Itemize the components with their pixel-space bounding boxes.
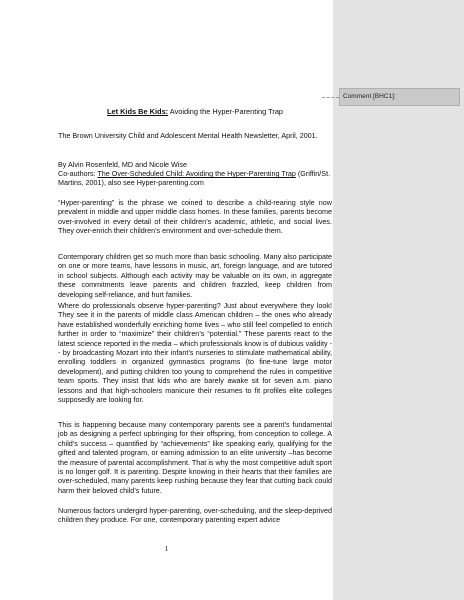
page-number: 1: [164, 544, 169, 553]
paragraph-1: “Hyper-parenting” is the phrase we coined to describe a child-rearing style now prevalent in middle and upper middle class homes. In these families, parents become over-involved in every detail of their children’s academic, athletic, and social lives. They over-enrich their children’s environment and over-schedule them.: [58, 198, 332, 236]
paragraph-2: Contemporary children get so much more than basic schooling. Many also participate on one or more teams, have lessons in music, art, foreign language, and are tutored in school subjects. Although each activity may be valuable on its own, in aggregate these commitments leave parents and children frazzled, keep children from developing self-reliance, and hurt families.: [58, 252, 332, 299]
title-bold: Let Kids Be Kids:: [106, 107, 169, 116]
coauthors-line: [58, 169, 332, 188]
paragraph-3: Where do professionals observe hyper-parenting? Just about everywhere they look! They see it in the parents of middle class American children – the ones who already have established wonderfully enriching home lives – who still feel compelled to enrich further in order to “maximize” their children’s “potential.” These parents react to the latest science reported in the media – which professionals know is of dubious validity -- by broadcasting Mozart into their infant’s nurseries to stimulate mathematical ability, enrolling toddlers in organized gymnastics programs (to fine-tune large motor development), and putting children too young to comprehend the rules in competitive team sports. They insist that kids who are barely awake sit for seven a.m. piano lessons and that high-schoolers manicure their resumes to fit profiles elite colleges supposedly are looking for.: [58, 301, 332, 405]
source-line: The Brown University Child and Adolescent Mental Health Newsletter, April, 2001.: [58, 131, 318, 140]
comment-label: Comment [BHC1]:: [343, 93, 396, 100]
coauthors-book-title: The Over-Scheduled Child: Avoiding the Hyper-Parenting Trap: [97, 169, 296, 178]
coauthors-prefix: Co-authors:: [58, 169, 98, 178]
comment-connector-line: [322, 97, 339, 98]
paragraph-5: Numerous factors undergird hyper-parenting, over-scheduling, and the sleep-deprived children they produce. For one, contemporary parenting expert advice: [58, 506, 332, 525]
coauthors-suffix: (Griffin/St. Martins, 2001), also see Hyper-parenting.com: [58, 169, 331, 188]
paragraph-4: This is happening because many contemporary parents see a parent’s fundamental job as designing a perfect upbringing for their offspring, from conception to college. A child’s success – quantified by “achievements” like speaking early, qualifying for the gifted and talented program, or earning admission to an elite university –has become the measure of parental accomplishment. That is why the most competitive adult sport is no longer golf. It is parenting. Despite knowing in their hearts that their families are over-scheduled, many parents keep rushing because they fear that cutting back could harm their beloved child’s future.: [58, 420, 332, 495]
document-title: [58, 107, 332, 116]
byline: By Alvin Rosenfeld, MD and Nicole Wise: [58, 160, 188, 169]
comment-balloon[interactable]: [339, 88, 460, 106]
title-subtitle: Avoiding the Hyper-Parenting Trap: [168, 107, 284, 116]
